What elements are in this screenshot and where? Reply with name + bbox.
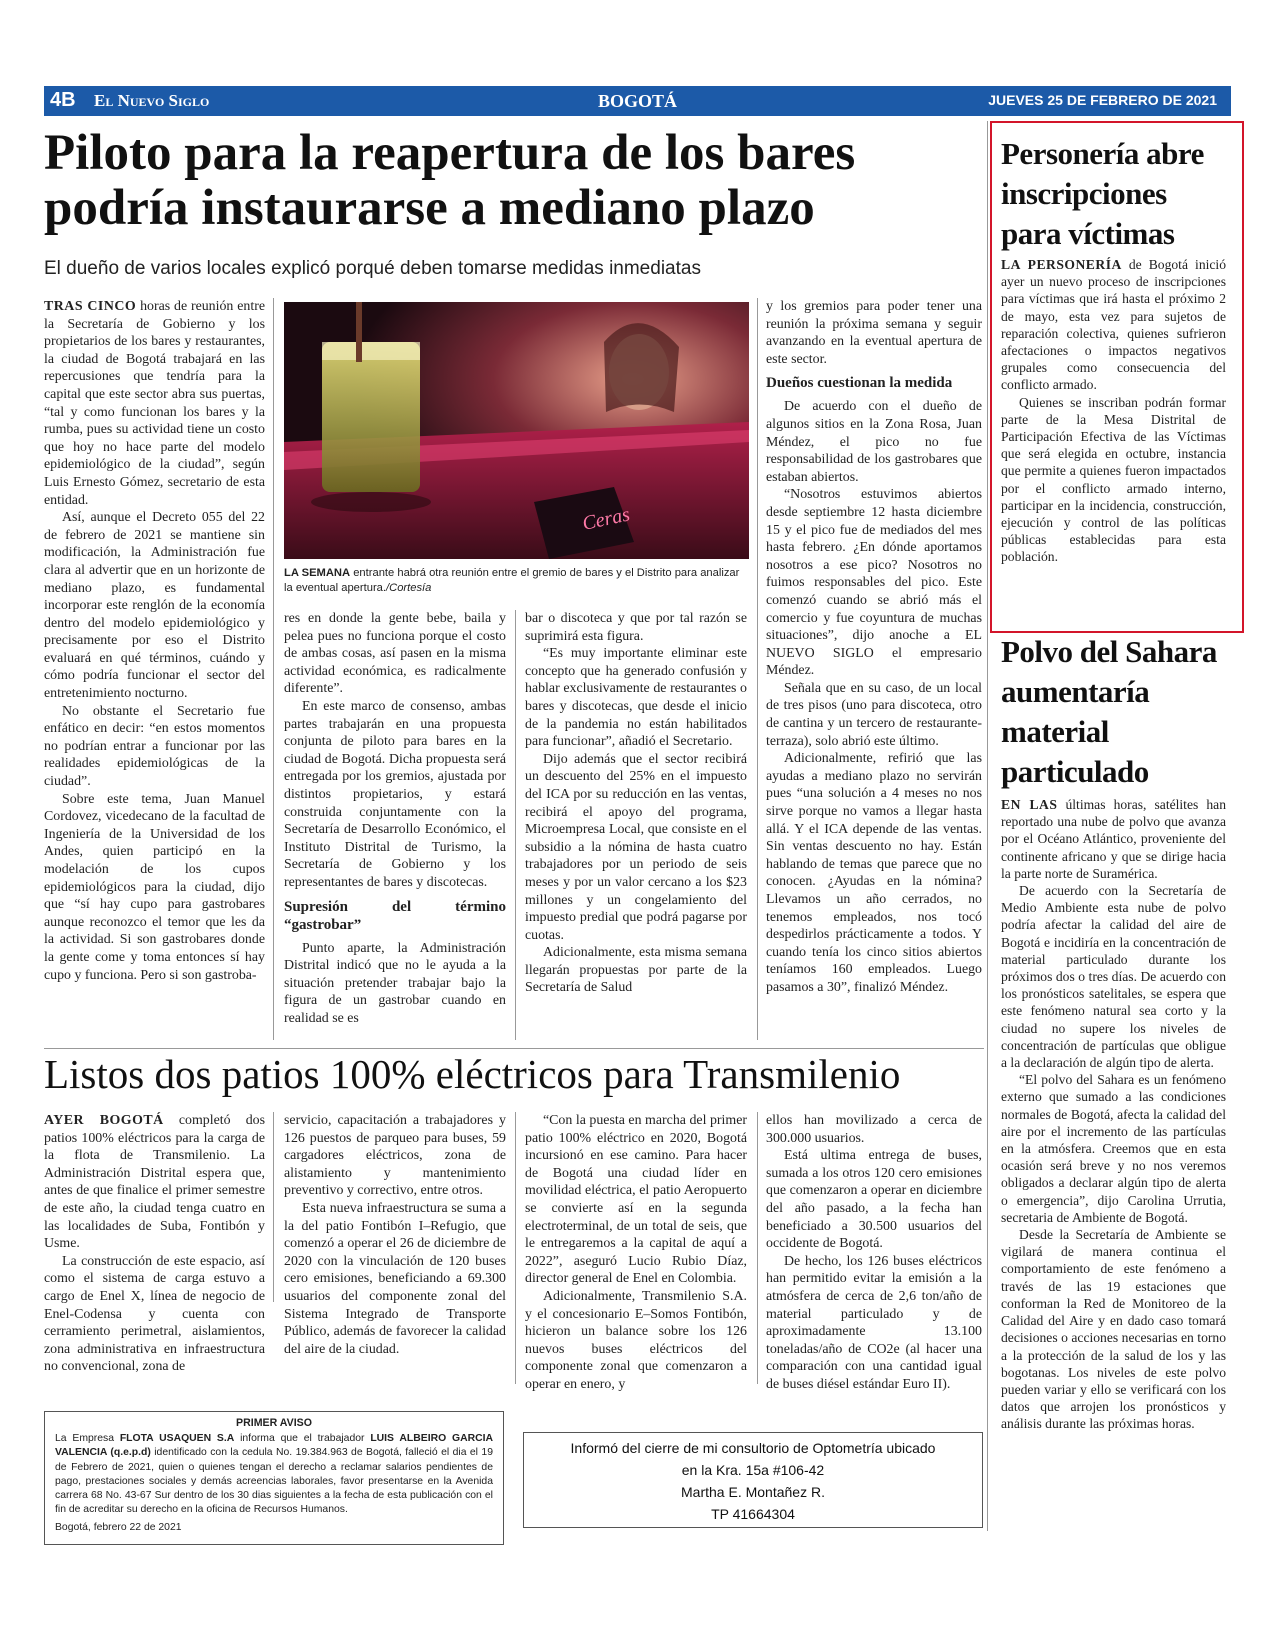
column-rule <box>273 1112 274 1302</box>
column-rule <box>757 1112 758 1384</box>
lead-subhead: El dueño de varios locales explicó porqué deben tomarse medidas inmediatas <box>44 258 701 279</box>
lead-section-subhead: Dueños cuestionan la medida <box>766 375 953 392</box>
lead-paragraph: Así, aunque el Decreto 055 del 22 de febrero de 2021 se mantiene sin modificación, la Administración fue clara al advertir que en un horizonte de mediano plazo, es fundamental incorporar este renglón de la economía dentro del modelo epidemiológico y precisamente por eso el Distrito evaluará en qué términos, cuándo y cómo podría funcionar el sector del entretenimiento nocturno. <box>44 510 265 702</box>
lead-column-2 <box>284 610 506 1027</box>
sahara-paragraph: “El polvo del Sahara es un fenómeno externo que sumado a las condiciones normales de Bogotá, afecta la calidad del aire por el incremento de las partículas en la atmósfera. Creemos que en esta ocasión será breve y no nos veremos obligados a declarar algún tipo de alerta o emergencia”, dijo Carolina Urrutia, secretaria de Ambiente de Bogotá. <box>1001 1072 1226 1225</box>
notice-line: Informó del cierre de mi consultorio de Optometría ubicado <box>570 1440 936 1456</box>
notice-footer: Bogotá, febrero 22 de 2021 <box>55 1522 182 1534</box>
sidebar-rule <box>987 121 988 1531</box>
notice-text: La Empresa <box>55 1433 114 1445</box>
personeria-headline <box>1001 134 1236 254</box>
lead-paragraph: Adicionalmente, refirió que las ayudas a mediano plazo no servirán pues “una solución a 4 meses no nos sirve porque no vamos a llegar hasta allá. Y el ICA depende de las ventas. Sin ventas descuento no hay. Están hablando de temas que parece que no conocen. ¿Ayudas en la nómina? Llevamos un año cerrados, no tenemos empleados, nos tocó despedirlos prácticamente a todos. Y cuando tenía los cinco sitios abiertos teníamos 160 empleados. Luego pasamos a 30”, finalizó Méndez. <box>766 751 982 995</box>
transmilenio-paragraph: La construcción de este espacio, así como el sistema de carga estuvo a cargo de Enel X, línea de negocio de Enel-Codensa y cuenta con cerramiento perimetral, aislamientos, zona administrativa en infraestructura no convencional, zona de <box>44 1253 265 1375</box>
lead-column-3 <box>525 610 747 997</box>
bar-sign-text: Ceras <box>580 503 632 535</box>
column-rule <box>515 610 516 1040</box>
photo-caption <box>284 566 749 595</box>
lead-kicker: TRAS CINCO <box>44 299 137 314</box>
notice-line: en la Kra. 15a #106-42 <box>681 1462 825 1478</box>
caption-text: entrante habrá otra reunión entre el gremio de bares y el Distrito para analizar la eventual apertura. <box>284 567 740 594</box>
column-rule <box>273 298 274 1040</box>
notice-title: PRIMER AVISO <box>236 1417 312 1429</box>
notice-line: Martha E. Montañez R. <box>681 1484 825 1500</box>
sahara-body <box>1001 796 1226 1433</box>
lead-paragraph: De acuerdo con el dueño de algunos sitios en la Zona Rosa, Juan Méndez, el pico no fue responsabilidad de los gastrobares que estaban abiertos. <box>766 399 982 485</box>
section-header-bar <box>44 86 1231 116</box>
personeria-body <box>1001 256 1226 566</box>
lead-paragraph: Dijo además que el sector recibirá un descuento del 25% en el impuesto del ICA por su reducción en las ventas, recibirá el apoyo del programa, Microempresa Local, que consiste en el subsidio a la nómina de hasta cuatro trabajadores por un periodo de seis meses y por un valor cercano a los $23 millones y un congelamiento del impuesto predial que podrá pagarse por cuotas. <box>525 751 747 943</box>
lead-paragraph: Sobre este tema, Juan Manuel Cordovez, vicedecano de la facultad de Ingeniería de la Universidad de los Andes, quien participó en la modelación de los cupos epidemiológicos para la ciudad, dijo que “sí hay cupo para gastrobares aunque reconozco el temor que les da la actividad. Si son gastrobares donde la gente come y toma entonces sí hay cupo y funciona. Pero si son gastroba- <box>44 791 265 983</box>
transmilenio-paragraph: De hecho, los 126 buses eléctricos han permitido evitar la emisión a la atmósfera de cerca de 2,6 ton/año de material particulado y de aproximadamente 13.100 toneladas/año de CO2e (al hacer una comparación con una cantidad igual de buses diésel estándar Euro II). <box>766 1253 982 1392</box>
transmilenio-column-3 <box>525 1112 747 1394</box>
transmilenio-paragraph: Adicionalmente, Transmilenio S.A. y el concesionario E–Somos Fontibón, hicieron un balance sobre los 126 nuevos buses eléctricos del componente zonal que comenzaron a operar en enero, y <box>525 1288 747 1392</box>
personeria-kicker: LA PERSONERÍA <box>1001 257 1122 272</box>
lead-column-4 <box>766 298 982 997</box>
lead-paragraph: “Nosotros estuvimos abiertos desde septiembre 12 hasta diciembre 15 y el pico fue de mediados del mes hasta febrero. ¿En dónde aportamos nosotros a ese pico? Nosotros no fuimos responsables del pico. Este comenzó cuando se abrió más el comercio y fue coyuntura de muchas situaciones”, dijo anoche a EL NUEVO SIGLO el empresario Méndez. <box>766 487 982 679</box>
transmilenio-column-1 <box>44 1112 265 1376</box>
sahara-headline-line: Polvo del Sahara <box>1001 634 1217 669</box>
publication-name: El Nuevo Siglo <box>94 91 210 110</box>
transmilenio-paragraph: Esta nueva infraestructura se suma a la del patio Fontibón I–Refugio, que comenzó a operar el 26 de diciembre de 2020 con la vinculación de 120 buses cero emisiones, beneficiando a 69.300 usuarios del componente zonal del Sistema Integrado de Transporte Público, además de favorecer la calidad del aire de la ciudad. <box>284 1200 506 1357</box>
transmilenio-paragraph: completó dos patios 100% eléctricos para la carga de la flota de Transmilenio. La Administración Distrital espera que, antes de que finalice el primer semestre de este año, la ciudad tenga cuatro en las localidades de Suba, Fontibón y Usme. <box>44 1113 265 1252</box>
lead-paragraph: Punto aparte, la Administración Distrital indicó que no le ayuda a la situación pretender trabajar bajo la figura de un gastrobar cuando en realidad se es <box>284 940 506 1026</box>
notice-worker: LUIS ALBEIRO GARCIA VALENCIA (q.e.p.d) <box>55 1433 494 1459</box>
bar-photo <box>284 302 749 559</box>
notice-primer-aviso <box>44 1411 504 1545</box>
lead-paragraph: En este marco de consenso, ambas partes trabajarán en una propuesta conjunta de piloto para bares en la ciudad de Bogotá. Dicha propuesta será entregada por los gremios, ajustada por distintos propietarios, y estará construida conjuntamente con la Secretaría de Desarrollo Económico, el Instituto Distrital de Turismo, la Secretaría de Gobierno y los representantes de bares y discotecas. <box>284 698 506 890</box>
transmilenio-column-4 <box>766 1112 982 1394</box>
issue-date: JUEVES 25 DE FEBRERO DE 2021 <box>988 92 1217 108</box>
notice-text: identificado con la cedula No. 19.384.963 de Bogotá, falleció el dia el 19 de Febrero de 2021, quien o quienes tengan el derecho a reclamar salarios pendientes de pago, prestaciones sociales y demás acreencias laborales, favor presentarse en la Avenida carrera 68 No. 43-67 Sur dentro de los 30 dias siguientes a la fecha de esta publicación con el fin de acreditar su derecho en la oficina de Recursos Humanos. <box>55 1447 493 1516</box>
transmilenio-kicker: AYER BOGOTÁ <box>44 1113 164 1128</box>
lead-paragraph: No obstante el Secretario fue enfático en decir: “en estos momentos no podrían entrar a funcionar por las realidades epidemiológicas de la ciudad”. <box>44 703 265 790</box>
column-rule <box>757 298 758 1040</box>
article-divider <box>44 1048 984 1049</box>
sahara-paragraph: últimas horas, satélites han reportado una nube de polvo que avanza por el Océano Atlántico, proveniente del continente africano y que se dirige hacia la parte norte de Suramérica. <box>1001 797 1226 881</box>
lead-paragraph: horas de reunión entre la Secretaría de Gobierno y los propietarios de los bares y restaurantes, la ciudad de Bogotá trabajará en las repercusiones que tendría para la capital que este sector abra sus puertas, “tal y como funcionan los bares y la rumba, pues su actividad tiene un costo que hoy no hace parte del modelo epidemiológico de la ciudad”, según Luis Ernesto Gómez, secretario de esta entidad. <box>44 299 265 508</box>
notice-text: informa que el trabajador <box>240 1433 365 1445</box>
transmilenio-headline: Listos dos patios 100% eléctricos para Transmilenio <box>44 1051 901 1097</box>
lead-headline <box>44 126 974 236</box>
lead-paragraph: “Es muy importante eliminar este concepto que ha generado confusión y hablar exclusivamente de restaurantes o bares y discotecas, que desde el inicio de la pandemia no están habilitados para funcionar”, añadió el Secretario. <box>525 646 747 750</box>
sahara-headline-line: aumentaría <box>1001 674 1150 709</box>
sahara-headline-line: particulado <box>1001 754 1149 789</box>
sahara-headline-line: material <box>1001 714 1109 749</box>
sahara-paragraph: Desde la Secretaría de Ambiente se vigilará de manera continua el comportamiento de este fenómeno a través de las 19 estaciones que conforman la Red de Monitoreo de la Calidad del Aire y en dado caso tomará decisiones o acciones necesarias en torno a la protección de la salud de los y las bogotanas. Los niveles de este polvo pueden variar y ello se verificará con los datos que arrojen los pronósticos y análisis durante las próximas horas. <box>1001 1227 1226 1432</box>
photo-credit: /Cortesía <box>386 581 432 594</box>
transmilenio-paragraph: servicio, capacitación a trabajadores y 126 puestos de parqueo para buses, 59 cargadores eléctricos, zona de alistamiento y mantenimiento preventivo y correctivo, entre otros. <box>284 1113 506 1199</box>
lead-paragraph: y los gremios para poder tener una reunión la próxima semana y seguir avanzando en la eventual apertura de este sector. <box>766 299 982 367</box>
section-title: BOGOTÁ <box>597 91 677 111</box>
notice-line: TP 41664304 <box>711 1506 795 1522</box>
lead-paragraph: Adicionalmente, esta misma semana llegarán propuestas por parte de la Secretaría de Salud <box>525 945 747 996</box>
lead-section-subhead: Supresión del término “gastrobar” <box>284 898 506 933</box>
personeria-paragraph: Quienes se inscriban podrán formar parte de la Mesa Distrital de Participación Efectiva de las Víctimas que será elegida en octubre, instancia que permite a quienes fueron impactados por el conflicto armado interno, participar en la incidencia, construcción, ejecución y control de las políticas públicas establecidas para esta población. <box>1001 394 1226 565</box>
transmilenio-paragraph: Está ultima entrega de buses, sumada a los otros 120 cero emisiones que comenzaron a operar en diciembre del año pasado, a la fecha han beneficiado a 30.500 usuarios del occidente de Bogotá. <box>766 1148 982 1252</box>
lead-headline-line2: podría instaurarse a mediano plazo <box>44 180 815 237</box>
personeria-headline-line: Personería abre <box>1001 136 1204 171</box>
sahara-paragraph: De acuerdo con la Secretaría de Medio Ambiente esta nube de polvo podría afectar la calidad del aire de Bogotá e incidiría en la concentración de material particulado durante los próximos dos o tres días. De acuerdo con los pronósticos satelitales, se espera que este fenómeno natural sea corto y la ciudad no supere los niveles de concentración de partículas que obligue a la declaración de algún tipo de alerta. <box>1001 883 1226 1071</box>
notice-company: FLOTA USAQUEN S.A <box>119 1433 235 1445</box>
page-number: 4B <box>50 89 76 111</box>
sahara-kicker: EN LAS <box>1001 797 1058 812</box>
transmilenio-paragraph: “Con la puesta en marcha del primer patio 100% eléctrico en 2020, Bogotá incursionó en ese camino. Para hacer de Bogotá una ciudad líder en movilidad eléctrica, el patio Aeropuerto se convierte así en la segunda electroterminal, de un total de seis, que le entregaremos a la capital de aquí a 2022”, aseguró Lucio Rubio Díaz, director general de Enel en Colombia. <box>525 1113 747 1287</box>
sahara-headline <box>1001 632 1236 792</box>
notice-optometria <box>523 1432 983 1528</box>
lead-headline-line1: Piloto para la reapertura de los bares <box>44 125 856 181</box>
personeria-headline-line: inscripciones <box>1001 176 1167 211</box>
bar-photo-illustration <box>284 302 749 559</box>
column-rule <box>515 1112 516 1384</box>
lead-paragraph: Señala que en su caso, de un local de tres pisos (uno para discoteca, otro de cantina y un tercero de restaurante-terraza), solo abrió este último. <box>766 680 982 749</box>
lead-paragraph: res en donde la gente bebe, baila y pelea pues no funciona porque el costo de ambas cosas, así pasen en la misma actividad económica, es radicalmente diferente”. <box>284 611 506 697</box>
lead-paragraph: bar o discoteca y que por tal razón se suprimirá esta figura. <box>525 611 747 644</box>
personeria-headline-line: para víctimas <box>1001 216 1175 251</box>
transmilenio-column-2 <box>284 1112 506 1358</box>
personeria-paragraph: de Bogotá inició ayer un nuevo proceso de inscripciones para víctimas que irá hasta el próximo 2 de mayo, esta vez para sujetos de reparación colectiva, quienes sufrieron afectaciones o impactos negativos grupales como consecuencia del conflicto armado. <box>1001 257 1226 393</box>
transmilenio-paragraph: ellos han movilizado a cerca de 300.000 usuarios. <box>766 1113 982 1146</box>
lead-column-1 <box>44 298 265 984</box>
caption-kicker: LA SEMANA <box>284 567 351 579</box>
